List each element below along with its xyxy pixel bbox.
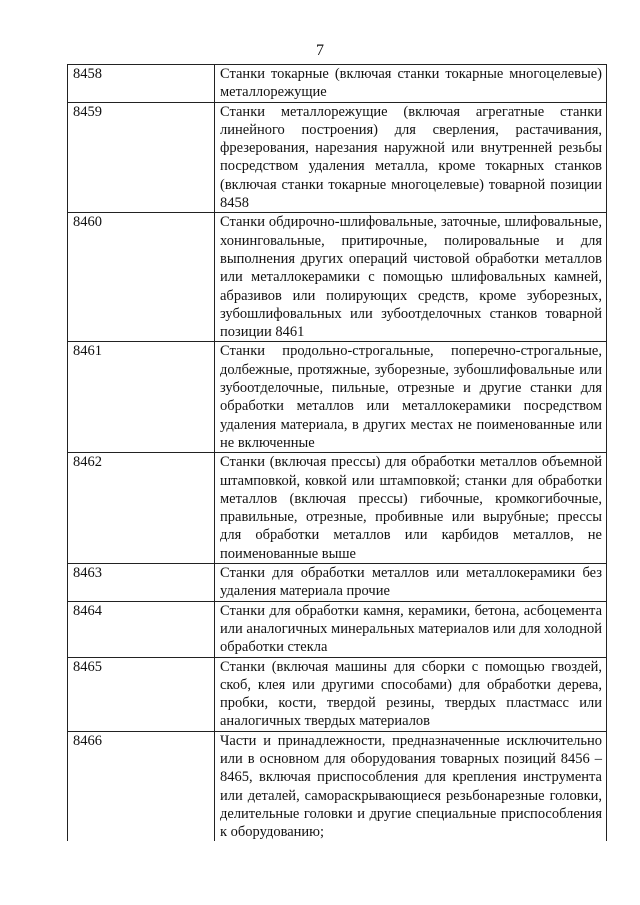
table-row [68,657,607,731]
description-cell: Станки металлорежущие (включая агрегатные станки линейного построения) для сверления, растачивания, фрезерования, нарезания наружной или внутренней резьбы посредством удаления металла, кроме токарных станков (включая станки токарные многоцелевые) товарной позиции 8458 [215,102,607,213]
code-cell: 8464 [68,601,215,657]
description-cell: Станки (включая машины для сборки с помощью гвоздей, скоб, клея или другими способами) для обработки дерева, пробки, кости, твердой резины, твердых пластмасс или аналогичных твердых материалов [215,657,607,731]
description-cell: Станки продольно-строгальные, поперечно-строгальные, долбежные, протяжные, зуборезные, зубошлифовальные или зубоотделочные, пильные, отрезные и другие станки для обработки металлов или металлокерамики посредством удаления материала, в других местах не поименованные или не включенные [215,342,607,453]
code-cell: 8460 [68,213,215,342]
code-cell: 8466 [68,731,215,841]
description-cell: Станки для обработки камня, керамики, бетона, асбоцемента или аналогичных минеральных материалов или для холодной обработки стекла [215,601,607,657]
code-cell: 8465 [68,657,215,731]
code-cell: 8461 [68,342,215,453]
description-cell: Станки для обработки металлов или металлокерамики без удаления материала прочие [215,564,607,602]
code-cell: 8458 [68,65,215,103]
table-row [68,213,607,342]
description-cell: Станки токарные (включая станки токарные многоцелевые) металлорежущие [215,65,607,103]
table-row [68,731,607,841]
table-row [68,102,607,213]
table-row [68,453,607,564]
code-cell: 8463 [68,564,215,602]
description-cell: Части и принадлежности, предназначенные исключительно или в основном для оборудования товарных позиций 8456 – 8465, включая приспособления для крепления инструмента или деталей, самораскрывающиеся резьбонарезные головки, делительные головки и другие специальные приспособления к оборудованию; [215,731,607,841]
table-row [68,564,607,602]
code-cell: 8462 [68,453,215,564]
description-cell: Станки обдирочно-шлифовальные, заточные, шлифовальные, хонинговальные, притирочные, полировальные и для выполнения других операций чистовой обработки металлов или металлокерамики с помощью шлифовальных камней, абразивов или полирующих средств, кроме зуборезных, зубошлифовальных или зубоотделочных станков товарной позиции 8461 [215,213,607,342]
page-number: 7 [316,42,324,59]
tariff-codes-table [67,64,607,841]
code-cell: 8459 [68,102,215,213]
description-cell: Станки (включая прессы) для обработки металлов объемной штамповкой, ковкой или штамповкой; станки для обработки металлов (включая прессы) гибочные, кромкогибочные, правильные, отрезные, пробивные или вырубные; прессы для обработки металлов или карбидов металлов, не поименованные выше [215,453,607,564]
table-row [68,601,607,657]
table-row [68,65,607,103]
table-row [68,342,607,453]
